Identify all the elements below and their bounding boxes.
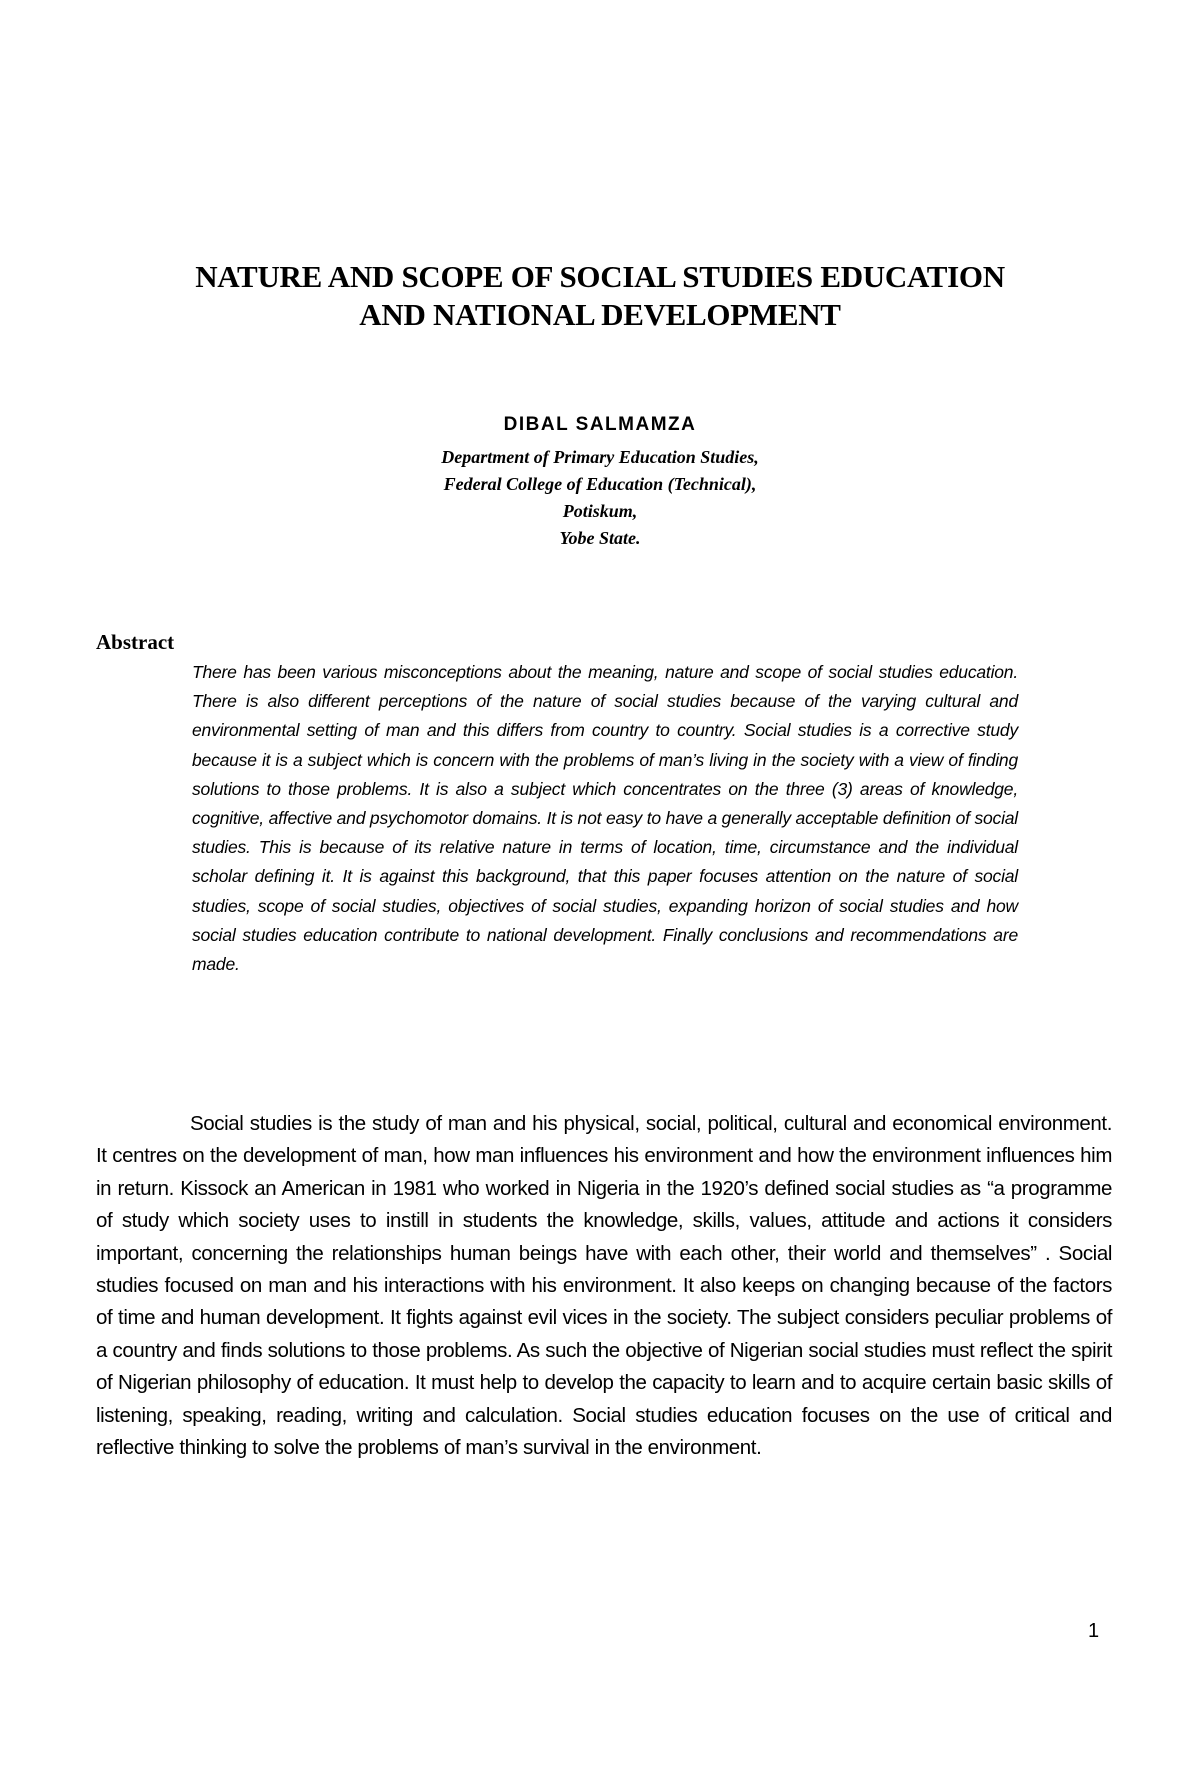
title-line-2: AND NATIONAL DEVELOPMENT [359, 297, 841, 332]
affiliation-line-4: Yobe State. [559, 528, 641, 548]
title-line-1: NATURE AND SCOPE OF SOCIAL STUDIES EDUCATION [195, 259, 1005, 294]
affiliation-line-2: Federal College of Education (Technical), [443, 474, 757, 494]
page-number: 1 [1088, 1620, 1100, 1642]
abstract-heading: Abstract [96, 630, 175, 654]
affiliation-line-1: Department of Primary Education Studies, [441, 447, 759, 467]
abstract-text: There has been various misconceptions about the meaning, nature and scope of social studies education. There is also different perceptions of the nature of social studies because of the varying cultural and environmental setting of man and this differs from country to country. Social studies is a corrective study because it is a subject which is concern with the problems of man’s living in the society with a view of finding solutions to those problems. It is also a subject which concentrates on the three (3) areas of knowledge, cognitive, affective and psychomotor domains. It is not easy to have a generally acceptable definition of social studies. This is because of its relative nature in terms of location, time, circumstance and the individual scholar defining it. It is against this background, that this paper focuses attention on the nature of social studies, scope of social studies, objectives of social studies, expanding horizon of social studies and how social studies education contribute to national development. Finally conclusions and recommendations are made. [192, 662, 1018, 975]
affiliation-line-3: Potiskum, [562, 501, 638, 521]
body-paragraph: Social studies is the study of man and his physical, social, political, cultural and economical environment. It centres on the development of man, how man influences his environment and how the environment influences him in return. Kissock an American in 1981 who worked in Nigeria in the 1920’s defined social studies as “a programme of study which society uses to instill in students the knowledge, skills, values, attitude and actions it considers important, concerning the relationships human beings have with each other, their world and themselves” . Social studies focused on man and his interactions with his environment. It also keeps on changing because of the factors of time and human development. It fights against evil vices in the society. The subject considers peculiar problems of a country and finds solutions to those problems. As such the objective of Nigerian social studies must reflect the spirit of Nigerian philosophy of education. It must help to develop the capacity to learn and to acquire certain basic skills of listening, speaking, reading, writing and calculation. Social studies education focuses on the use of critical and reflective thinking to solve the problems of man’s survival in the environment. [96, 1112, 1112, 1460]
author-name: DIBAL SALMAMZA [503, 414, 697, 435]
paper-title [100, 258, 1100, 334]
author-affiliation [300, 444, 900, 552]
